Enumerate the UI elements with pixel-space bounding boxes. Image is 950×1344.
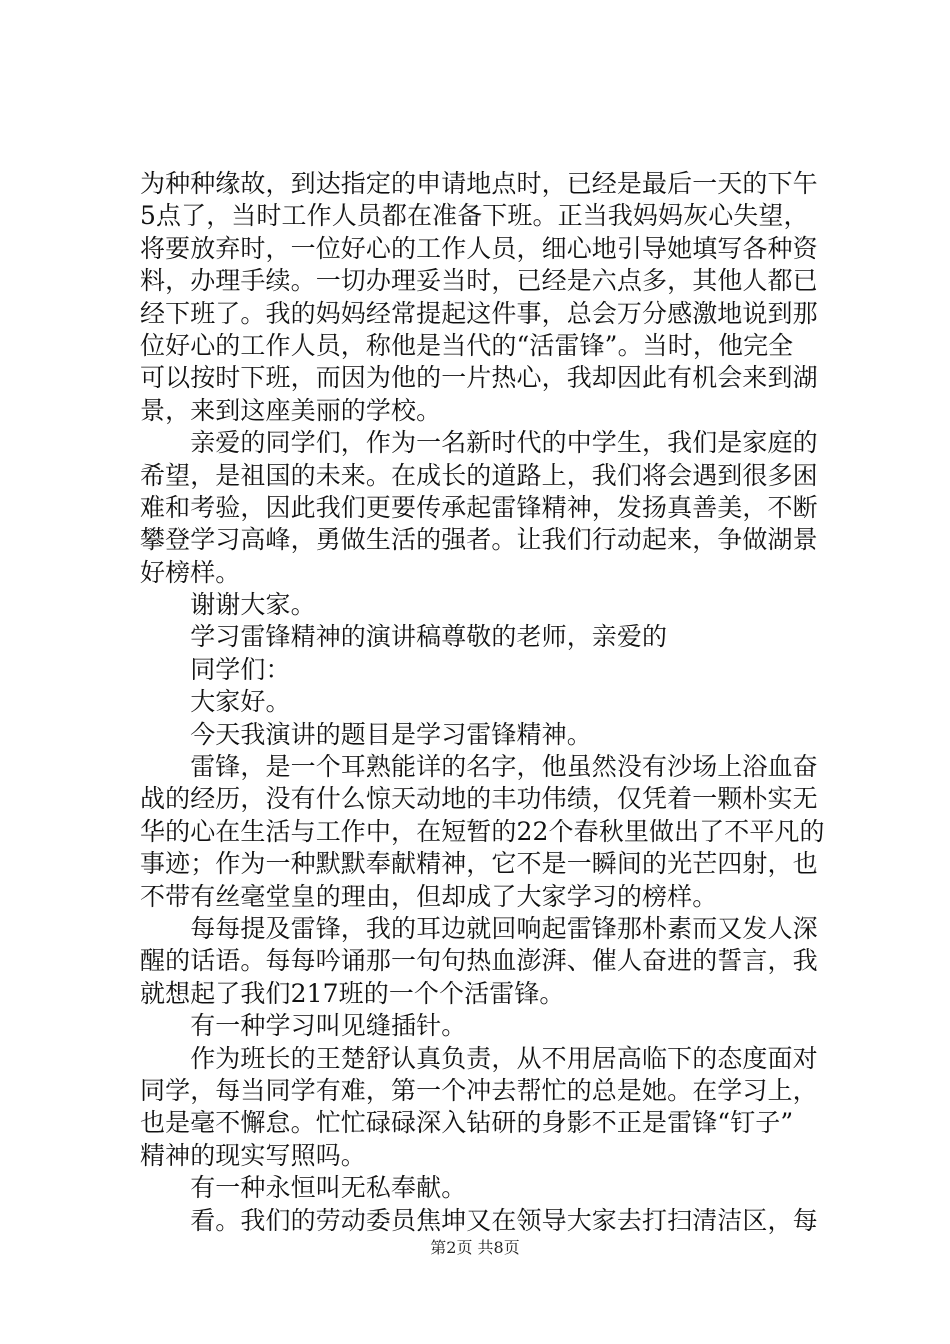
text-line: 大家好。 [140, 687, 291, 717]
text-line: 不带有丝毫堂皇的理由，但却成了大家学习的榜样。 [140, 881, 718, 911]
text-line: 今天我演讲的题目是学习雷锋精神。 [140, 719, 592, 749]
text-line: 战的经历，没有什么惊天动地的丰功伟绩，仅凭着一颗朴实无 [140, 784, 818, 814]
text-line: 好榜样。 [140, 557, 241, 587]
text-line: 学习雷锋精神的演讲稿尊敬的老师，亲爱的 [140, 622, 668, 652]
text-line: 5点了，当时工作人员都在准备下班。正当我妈妈灰心失望， [140, 201, 809, 231]
text-line: 景，来到这座美丽的学校。 [140, 395, 442, 425]
text-line: 作为班长的王楚舒认真负责，从不用居高临下的态度面对 [140, 1043, 818, 1073]
page-footer [0, 1238, 950, 1258]
text-line: 同学，每当同学有难，第一个冲去帮忙的总是她。在学习上， [140, 1075, 818, 1105]
page-number-label: 第2页 共8页 [430, 1238, 520, 1257]
text-line: 将要放弃时，一位好心的工作人员，细心地引导她填写各种资 [140, 233, 818, 263]
text-line: 精神的现实写照吗。 [140, 1140, 366, 1170]
text-line: 也是毫不懈怠。忙忙碌碌深入钻研的身影不正是雷锋“钉子” [140, 1108, 794, 1138]
text-line: 可以按时下班，而因为他的一片热心，我却因此有机会来到湖 [140, 363, 818, 393]
text-line: 有一种学习叫见缝插针。 [140, 1011, 467, 1041]
text-line: 醒的话语。每每吟诵那一句句热血澎湃、催人奋进的誓言，我 [140, 946, 818, 976]
text-line: 就想起了我们217班的一个个活雷锋。 [140, 978, 565, 1008]
text-line: 攀登学习高峰，勇做生活的强者。让我们行动起来，争做湖景 [140, 525, 818, 555]
text-line: 看。我们的劳动委员焦坤又在领导大家去打扫清洁区，每 [140, 1205, 818, 1235]
text-line: 为种种缘故，到达指定的申请地点时，已经是最后一天的下午 [140, 169, 818, 198]
text-line: 位好心的工作人员，称他是当代的“活雷锋”。当时，他完全 [140, 330, 794, 360]
text-line: 有一种永恒叫无私奉献。 [140, 1173, 467, 1203]
document-body [140, 168, 840, 1237]
text-line: 谢谢大家。 [140, 590, 316, 620]
text-line: 经下班了。我的妈妈经常提起这件事，总会万分感激地说到那 [140, 298, 818, 328]
text-line: 华的心在生活与工作中，在短暂的22个春秋里做出了不平凡的 [140, 816, 825, 846]
text-line: 难和考验，因此我们更要传承起雷锋精神，发扬真善美，不断 [140, 492, 818, 522]
text-line: 雷锋，是一个耳熟能详的名字，他虽然没有沙场上浴血奋 [140, 752, 818, 782]
text-line: 希望，是祖国的未来。在成长的道路上，我们将会遇到很多困 [140, 460, 818, 490]
text-line: 每每提及雷锋，我的耳边就回响起雷锋那朴素而又发人深 [140, 913, 818, 943]
text-line: 亲爱的同学们，作为一名新时代的中学生，我们是家庭的 [140, 428, 818, 458]
text-line: 事迹；作为一种默默奉献精神，它不是一瞬间的光芒四射，也 [140, 849, 818, 879]
text-line: 料，办理手续。一切办理妥当时，已经是六点多，其他人都已 [140, 266, 818, 296]
text-line: 同学们： [140, 654, 291, 684]
